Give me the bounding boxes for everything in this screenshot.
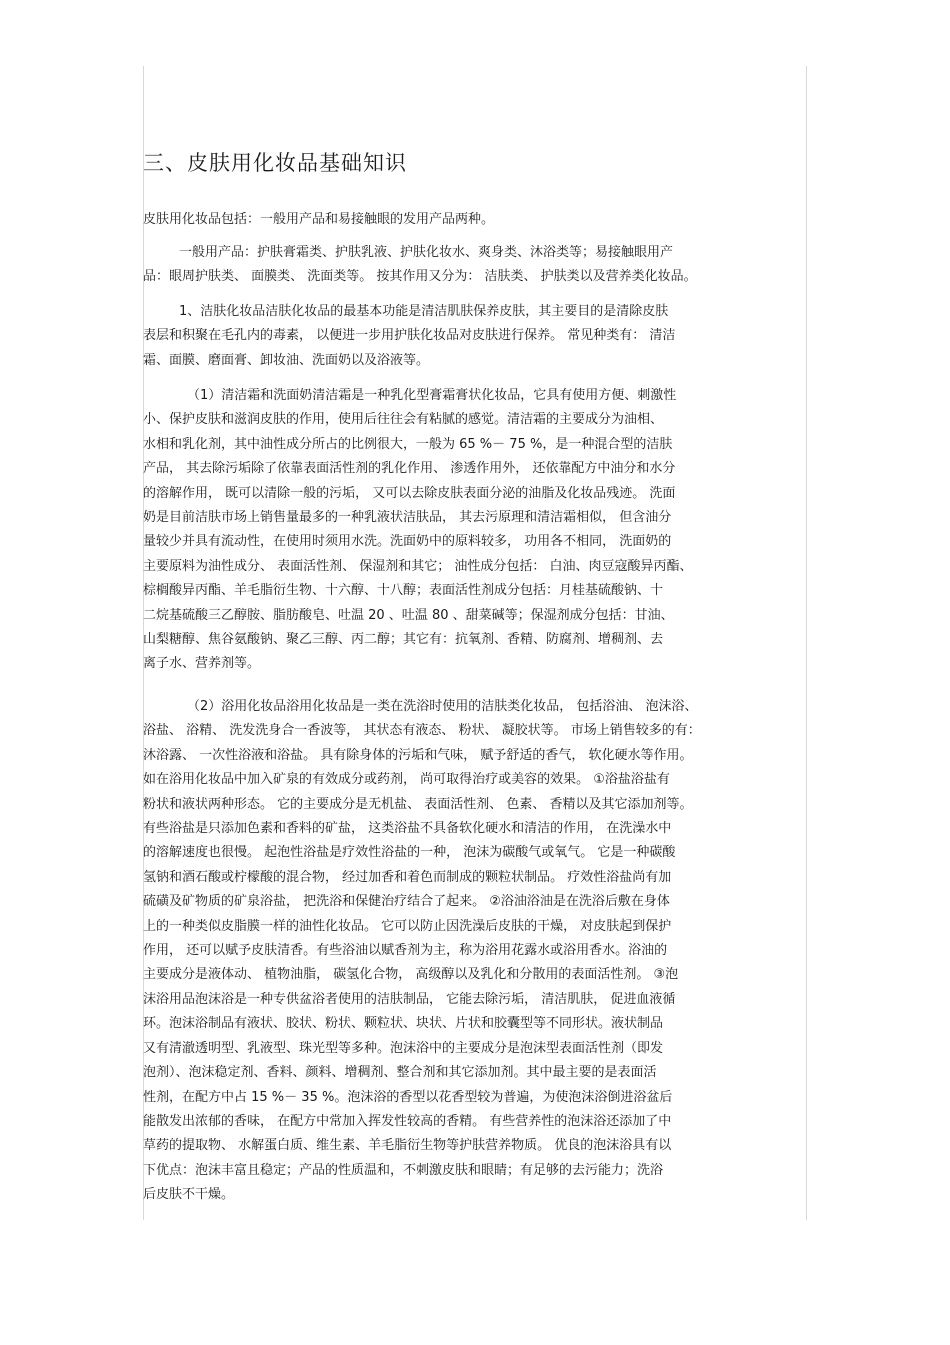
text-line: 有些浴盐是只添加色素和香料的矿盐， 这类浴盐不具备软化硬水和清洁的作用， 在洗澡水中 bbox=[143, 821, 672, 837]
text-line: 沐浴露、 一次性浴液和浴盐。 具有除身体的污垢和气味， 赋予舒适的香气， 软化硬水等作用。 bbox=[143, 747, 693, 763]
text-line: 又有清澈透明型、乳液型、珠光型等多种。泡沫浴中的主要成分是泡沫型表面活性剂（即发 bbox=[143, 1040, 664, 1056]
text-line: 产品， 其去除污垢除了依靠表面活性剂的乳化作用、 渗透作用外， 还依靠配方中油分和水分 bbox=[143, 461, 676, 477]
text-line: 上的一种类似皮脂膜一样的油性化妆品。 它可以防止因洗澡后皮肤的干燥， 对皮肤起到保护 bbox=[143, 918, 672, 934]
text-line: 下优点：泡沫丰富且稳定；产品的性质温和，不刺激皮肤和眼睛；有足够的去污能力；洗浴 bbox=[143, 1162, 664, 1178]
text-line: 奶是目前洁肤市场上销售量最多的一种乳液状洁肤品， 其去污原理和清洁霜相似， 但含油分 bbox=[143, 510, 672, 526]
text-line: 水相和乳化剂，其中油性成分所占的比例很大，一般为 65 %－ 75 %，是一种混合型的洁肤 bbox=[143, 436, 673, 452]
text-line: 泡剂）、泡沫稳定剂、香料、颜料、增稠剂、整合剂和其它添加剂。其中最主要的是表面活 bbox=[143, 1065, 657, 1081]
text-line: 1、洁肤化妆品洁肤化妆品的最基本功能是清洁肌肤保养皮肤，其主要目的是清除皮肤 bbox=[179, 304, 669, 319]
text-line: 氢钠和酒石酸或柠檬酸的混合物， 经过加香和着色而制成的颗粒状制品。 疗效性浴盐尚有加 bbox=[143, 869, 672, 885]
text-line: 表层和积聚在毛孔内的毒素， 以便进一步用护肤化妆品对皮肤进行保养。 常见种类有： 清洁 bbox=[143, 328, 676, 344]
text-line: 草药的提取物、 水解蛋白质、维生素、羊毛脂衍生物等护肤营养物质。 优良的泡沫浴具有以 bbox=[143, 1138, 672, 1154]
paragraph-cleansing-cream bbox=[143, 384, 807, 677]
text-line: 粉状和液状两种形态。 它的主要成分是无机盐、 表面活性剂、 色素、 香精以及其它添加剂等。 bbox=[143, 796, 693, 812]
text-line: 作用， 还可以赋予皮肤清香。有些浴油以赋香剂为主，称为浴用花露水或浴用香水。浴油的 bbox=[143, 943, 668, 959]
text-line: 二烷基硫酸三乙醇胺、脂肪酸皂、吐温 20 、吐温 80 、甜菜碱等；保湿剂成分包括：甘油、 bbox=[143, 607, 674, 623]
text-line: 主要成分是液体动、 植物油脂， 碳氢化合物， 高级醇以及乳化和分散用的表面活性剂。 ③泡 bbox=[143, 967, 679, 983]
text-line: 的溶解作用， 既可以清除一般的污垢， 又可以去除皮肤表面分泌的油脂及化妆品残迹。 洗面 bbox=[143, 485, 676, 501]
text-line: 主要原料为油性成分、 表面活性剂、 保湿剂和其它； 油性成分包括： 白油、肉豆寇酸异丙酯、 bbox=[143, 558, 693, 574]
paragraph-general-products bbox=[143, 241, 807, 290]
text-line: 能散发出浓郁的香味， 在配方中常加入挥发性较高的香精。 有些营养性的泡沫浴还添加了中 bbox=[143, 1113, 672, 1129]
intro-line: 皮肤用化妆品包括：一般用产品和易接触眼的发用产品两种。 bbox=[143, 212, 495, 227]
paragraph-bath-products bbox=[143, 695, 807, 1208]
text-line: 一般用产品：护肤膏霜类、护肤乳液、护肤化妆水、爽身类、沐浴类等；易接触眼用产 bbox=[179, 245, 674, 260]
text-line: 浴盐、 浴精、 洗发洗身合一香波等， 其状态有液态、 粉状、 凝胶状等。 市场上销售较多的有： bbox=[143, 723, 701, 739]
text-line: 山梨糖醇、焦谷氨酸钠、聚乙三醇、丙二醇；其它有：抗氧剂、香精、防腐剂、增稠剂、去 bbox=[143, 632, 664, 648]
text-line: 量较少并具有流动性，在使用时须用水洗。洗面奶中的原料较多， 功用各不相同， 洗面奶的 bbox=[143, 534, 672, 550]
text-line: 性剂，在配方中占 15 %－ 35 %。泡沫浴的香型以花香型较为普遍，为使泡沫浴倒进浴盆后 bbox=[143, 1089, 673, 1105]
text-line: 霜、面膜、磨面膏、卸妆油、洗面奶以及浴液等。 bbox=[143, 352, 430, 368]
text-line: 环。泡沫浴制品有液状、胶状、粉状、颗粒状、块状、片状和胶囊型等不同形状。液状制品 bbox=[143, 1016, 664, 1032]
section-heading: 三、皮肤用化妆品基础知识 bbox=[143, 151, 407, 175]
text-line: 硫磺及矿物质的矿泉浴盐， 把洗浴和保健治疗结合了起来。 ②浴油浴油是在洗浴后敷在身体 bbox=[143, 894, 670, 910]
text-line: 小、保护皮肤和滋润皮肤的作用，使用后往往会有粘腻的感觉。清洁霜的主要成分为油相、 bbox=[143, 412, 664, 428]
text-line: 品：眼周护肤类、 面膜类、 洗面类等。 按其作用又分为： 洁肤类、 护肤类以及营养类化妆品。 bbox=[143, 269, 697, 285]
text-line: 如在浴用化妆品中加入矿泉的有效成分或药剂， 尚可取得治疗或美容的效果。 ①浴盐浴盐有 bbox=[143, 772, 670, 788]
paragraph-cleansing bbox=[143, 300, 807, 373]
text-line: 的溶解速度也很慢。 起泡性浴盐是疗效性浴盐的一种， 泡沫为碳酸气或氧气。 它是一种碳酸 bbox=[143, 845, 676, 861]
text-line: 棕榈酸异丙酯、羊毛脂衍生物、十六醇、十八醇；表面活性剂成分包括：月桂基硫酸钠、十 bbox=[143, 583, 664, 599]
text-line: 离子水、营养剂等。 bbox=[143, 656, 261, 672]
text-line: （1）清洁霜和洗面奶清洁霜是一种乳化型膏霜膏状化妆品，它具有使用方便、刺激性 bbox=[187, 388, 677, 403]
text-line: （2）浴用化妆品浴用化妆品是一类在洗浴时使用的洁肤类化妆品， 包括浴油、 泡沫浴、 bbox=[187, 699, 698, 714]
text-line: 后皮肤不干燥。 bbox=[143, 1187, 235, 1203]
text-line: 沫浴用品泡沫浴是一种专供盆浴者使用的洁肤制品， 它能去除污垢， 清洁肌肤， 促进血液循 bbox=[143, 991, 676, 1007]
